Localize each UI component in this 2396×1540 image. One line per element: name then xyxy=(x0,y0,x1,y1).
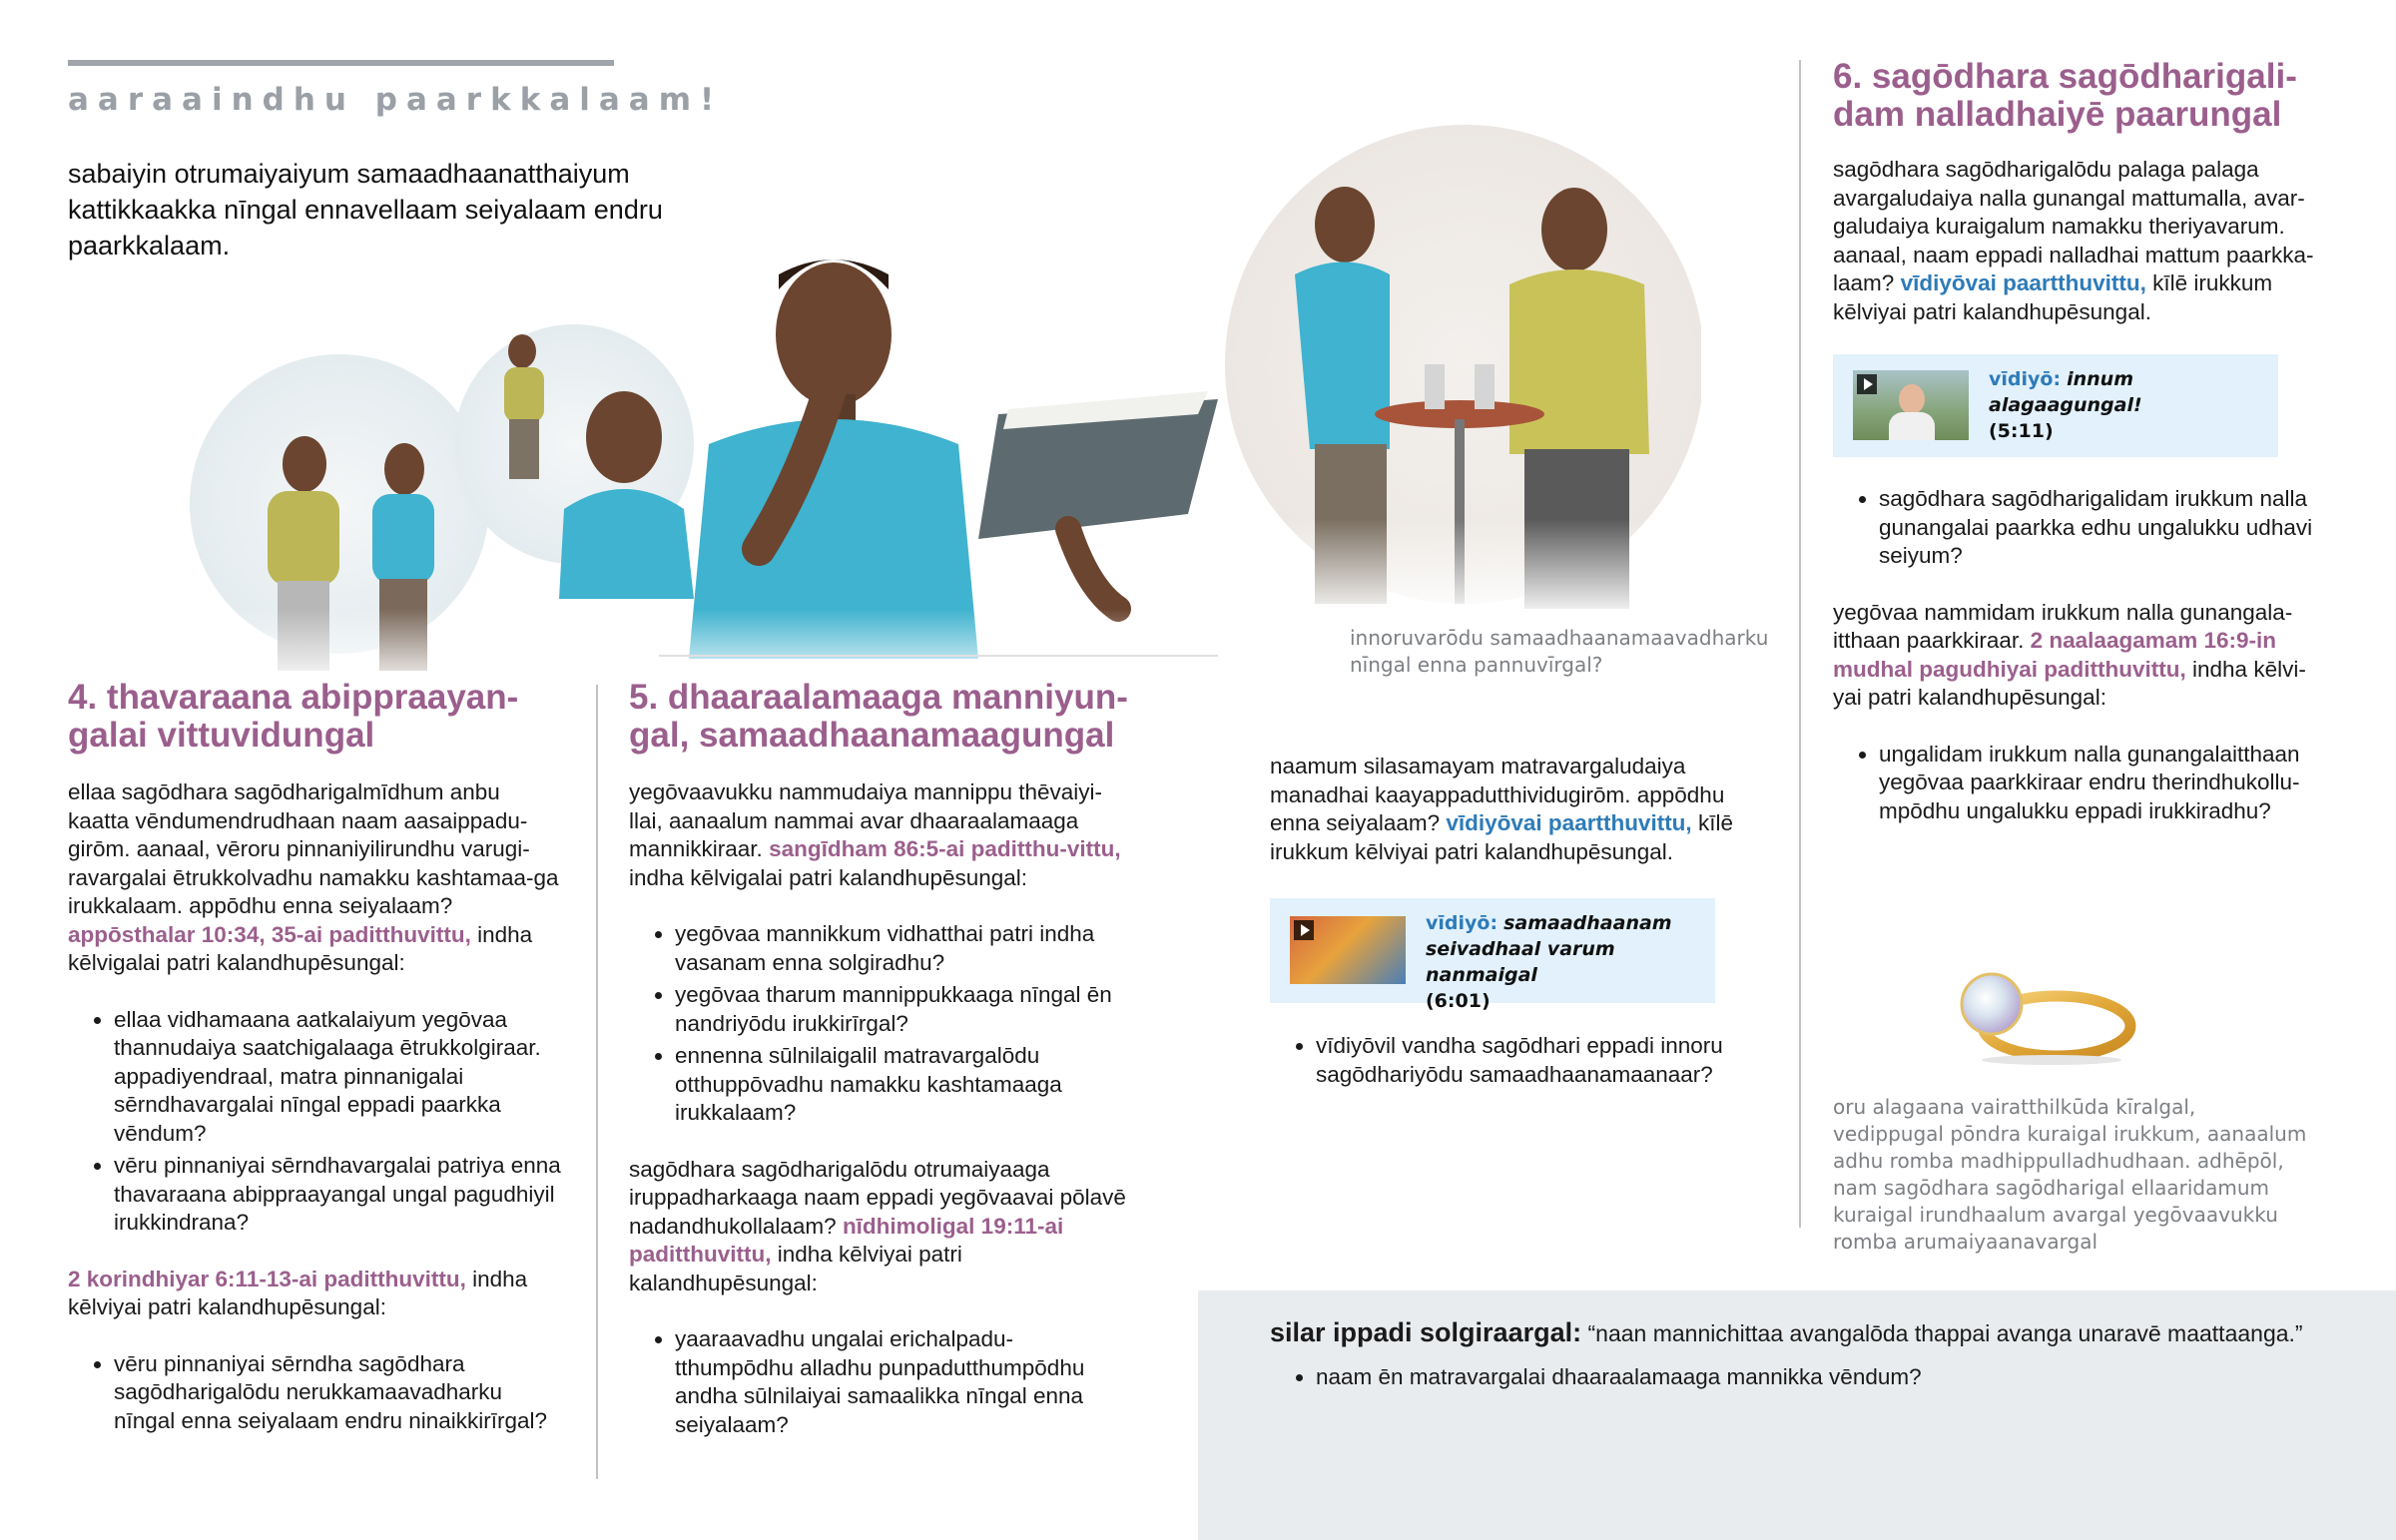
intro-text: sabaiyin otrumaiyaiyum samaadhaanatthaiyum kattikkaakka nīngal ennavellaam seiyalaam endru paarkkalaam. xyxy=(68,159,663,260)
video-card-reconciliation[interactable] xyxy=(1270,898,1715,1012)
section-5-body xyxy=(629,778,1128,1467)
play-icon[interactable] xyxy=(1857,374,1877,394)
middle-questions xyxy=(1270,1032,1759,1117)
footer-questions xyxy=(1270,1363,2368,1420)
column-divider-1 xyxy=(596,685,598,1479)
section-6-heading: 6. sagōdhara sagōdharigali-dam nalladhaiyē paarungal xyxy=(1833,57,2297,134)
thumbnail-body xyxy=(1889,412,1935,440)
list-item: naam ēn matravargalai dhaaraalamaaga mannikka vēndum? xyxy=(1270,1363,2368,1392)
illustration-men-reconciling xyxy=(190,170,1258,689)
list-item: ellaa vidhamaana aatkalaiyum yegōvaa thannudaiya saatchigalaaga ētrukkolgiraar. appadiyendraal, matra pinnanigalai sērndhavargalai nīngal eppadi paarkka vēndum? xyxy=(68,1006,567,1149)
list-item: yegōvaa mannikkum vidhatthai patri indha vasanam enna solgiradhu? xyxy=(629,920,1128,977)
section-5-paragraph-1: yegōvaavukku nammudaiya mannippu thēvaiyi-llai, aanaalum nammai avar dhaaraalamaaga mannikkiraar. sangīdham 86:5-ai paditthu-vittu, indha kēlvigalai patri kalandhupēsungal: xyxy=(629,779,1121,890)
section-4-paragraph-2: 2 korindhiyar 6:11-13-ai paditthuvittu, indha kēlviyai patri kalandhupēsungal: xyxy=(68,1266,528,1319)
section-6-questions-1 xyxy=(1833,485,2332,571)
list-item: vēru pinnaniyai sērndhavargalai patriya enna thavaraana abippraayangal ungal pagudhiyil irukkindrana? xyxy=(68,1152,567,1238)
video-title: samaadhaanam seivadhaal varum nanmaigal xyxy=(1426,912,1672,986)
section-kicker: aaraaindhu paarkkalaam! xyxy=(68,82,724,118)
illustration-cafe-conversation xyxy=(1220,120,1701,619)
common-saying xyxy=(1270,1317,2368,1348)
illustration-caption: innoruvarōdu samaadhaanamaavadharku nīngal enna pannuvīrgal? xyxy=(1350,626,1769,677)
illustration-diamond-ring xyxy=(1942,958,2141,1068)
list-item: vēru pinnaniyai sērndha sagōdhara sagōdharigalōdu nerukkamaavadharku nīngal enna seiyalaam endru ninaikkirīrgal? xyxy=(68,1350,567,1436)
section-6-body xyxy=(1833,156,2332,354)
list-item: ennenna sūlnilaigalil matravargalōdu otthuppōvadhu namakku kashtamaaga irukkalaam? xyxy=(629,1042,1128,1128)
video-title: innum alagaagungal! xyxy=(1989,368,2142,416)
play-icon[interactable] xyxy=(1294,920,1314,940)
section-4-questions-2 xyxy=(68,1350,567,1436)
middle-paragraph: naamum silasamayam matravargaludaiya manadhai kaayappadutthividugirōm. appōdhu enna seiyalaam? vīdiyōvai paartthuvittu, kīlē irukkum kēlviyai patri kalandhupēsungal. xyxy=(1270,754,1733,864)
saying-quote: “naan mannichittaa avangalōda thappai avanga unaravē maattaanga.” xyxy=(1587,1320,2303,1346)
column-divider-2 xyxy=(1799,60,1801,1228)
list-item: vīdiyōvil vandha sagōdhari eppadi innoru sagōdhariyōdu samaadhaanamaanaar? xyxy=(1270,1032,1759,1089)
section-5-questions-2 xyxy=(629,1325,1128,1439)
watch-video-link[interactable]: vīdiyōvai paartthuvittu, xyxy=(1900,270,2146,295)
video-card-beautiful[interactable] xyxy=(1833,354,2278,457)
video-thumbnail[interactable] xyxy=(1853,370,1969,440)
section-4-paragraph-1: ellaa sagōdhara sagōdharigalmīdhum anbu kaatta vēndumendrudhaan naam aasaippadu-girōm. aanaal, vēroru pinnaniyilirundhu varugi-ravargalai ētrukkolvadhu namakku kashtamaa-ga irukkalaam. appōdhu enna seiyalaam? appōsthalar 10:34, 35-ai paditthuvittu, indha kēlvigalai patri kalandhupēsungal: xyxy=(68,779,559,975)
video-thumbnail[interactable] xyxy=(1290,916,1406,984)
list-item: sagōdhara sagōdharigalidam irukkum nalla gunangalai paarkka edhu ungalukku udhavi seiyum? xyxy=(1833,485,2332,571)
section-6-body-2 xyxy=(1833,485,2332,853)
list-item: yegōvaa tharum mannippukkaaga nīngal ēn nandriyōdu irukkirīrgal? xyxy=(629,981,1128,1038)
list-item: ungalidam irukkum nalla gunangalaitthaan yegōvaa paarkkiraar endru therindhukollu-mpōdhu ungalukku eppadi irukkiradhu? xyxy=(1833,741,2332,826)
section-5-paragraph-2: sagōdhara sagōdharigalōdu otrumaiyaaga iruppadharkaaga naam eppadi yegōvaavai pōlavē nadandhukollalaam? nīdhimoligal 19:11-ai paditthuvittu, indha kēlviyai patri kalandhupēsungal: xyxy=(629,1156,1126,1295)
video-info: vīdiyō: samaadhaanam seivadhaal varum nanmaigal (6:01) xyxy=(1426,912,1672,1012)
section-4-body xyxy=(68,778,567,1463)
list-item: yaaraavadhu ungalai erichalpadu-tthumpōdhu alladhu punpadutthumpōdhu andha sūlnilaiyai samaalikka nīngal enna seiyalaam? xyxy=(629,1325,1128,1439)
section-4-heading: 4. thavaraana abippraayan-galai vittuvidungal xyxy=(68,678,519,755)
section-5-questions-1 xyxy=(629,920,1128,1128)
header-rule xyxy=(68,60,614,66)
section-6-paragraph-2: yegōvaa nammidam irukkum nalla gunangala-itthaan paarkkiraar. 2 naalaagamam 16:9-in mudhal pagudhiyai paditthuvittu, indha kēlvi-yai patri kalandhupēsungal: xyxy=(1833,599,2306,710)
watch-video-link[interactable]: vīdiyōvai paartthuvittu, xyxy=(1446,810,1692,835)
scripture-reference-acts[interactable]: appōsthalar 10:34, 35-ai paditthuvittu, xyxy=(68,921,471,947)
thumbnail-face xyxy=(1899,384,1925,414)
saying-lead: silar ippadi solgiraargal: xyxy=(1270,1317,1582,1347)
section-6-paragraph-1: sagōdhara sagōdharigalōdu palaga palaga avargaludaiya nalla gunangal mattumalla, avar-galudaiya kuraigalum namakku theriyavarum. aanaal, naam eppadi nalladhai mattum paarkka-laam? vīdiyōvai paartthuvittu, kīlē irukkum kēlviyai patri kalandhupēsungal. xyxy=(1833,157,2314,324)
ring-caption: oru alagaana vairatthilkūda kīralgal, vedippugal pōndra kuraigal irukkum, aanaalum adhu romba madhippulladhudhaan. adhēpōl, nam sagōdhara sagōdharigal ellaaridamum kuraigal irundhaalum avargal yegōvaavukku romba arumaiyaanavargal xyxy=(1833,1095,2307,1254)
scripture-reference-proverbs[interactable]: nīdhimoligal 19:11-ai paditthuvittu, xyxy=(629,1213,1064,1267)
video-duration: (6:01) xyxy=(1426,990,1491,1012)
video-duration: (5:11) xyxy=(1989,420,2054,442)
scripture-reference-psalms[interactable]: sangīdham 86:5-ai paditthu-vittu, xyxy=(769,836,1121,861)
video-info: vīdiyō: innum alagaagungal! (5:11) xyxy=(1989,368,2142,442)
scripture-reference-chronicles[interactable]: 2 naalaagamam 16:9-in mudhal pagudhiyai paditthuvittu, xyxy=(1833,628,2277,682)
middle-body xyxy=(1270,753,1759,894)
section-5-heading: 5. dhaaraalamaaga manniyun-gal, samaadhaanamaagungal xyxy=(629,678,1128,755)
section-6-questions-2 xyxy=(1833,741,2332,826)
scripture-reference-corinthians[interactable]: 2 korindhiyar 6:11-13-ai paditthuvittu, xyxy=(68,1266,466,1291)
section-4-questions-1 xyxy=(68,1006,567,1238)
